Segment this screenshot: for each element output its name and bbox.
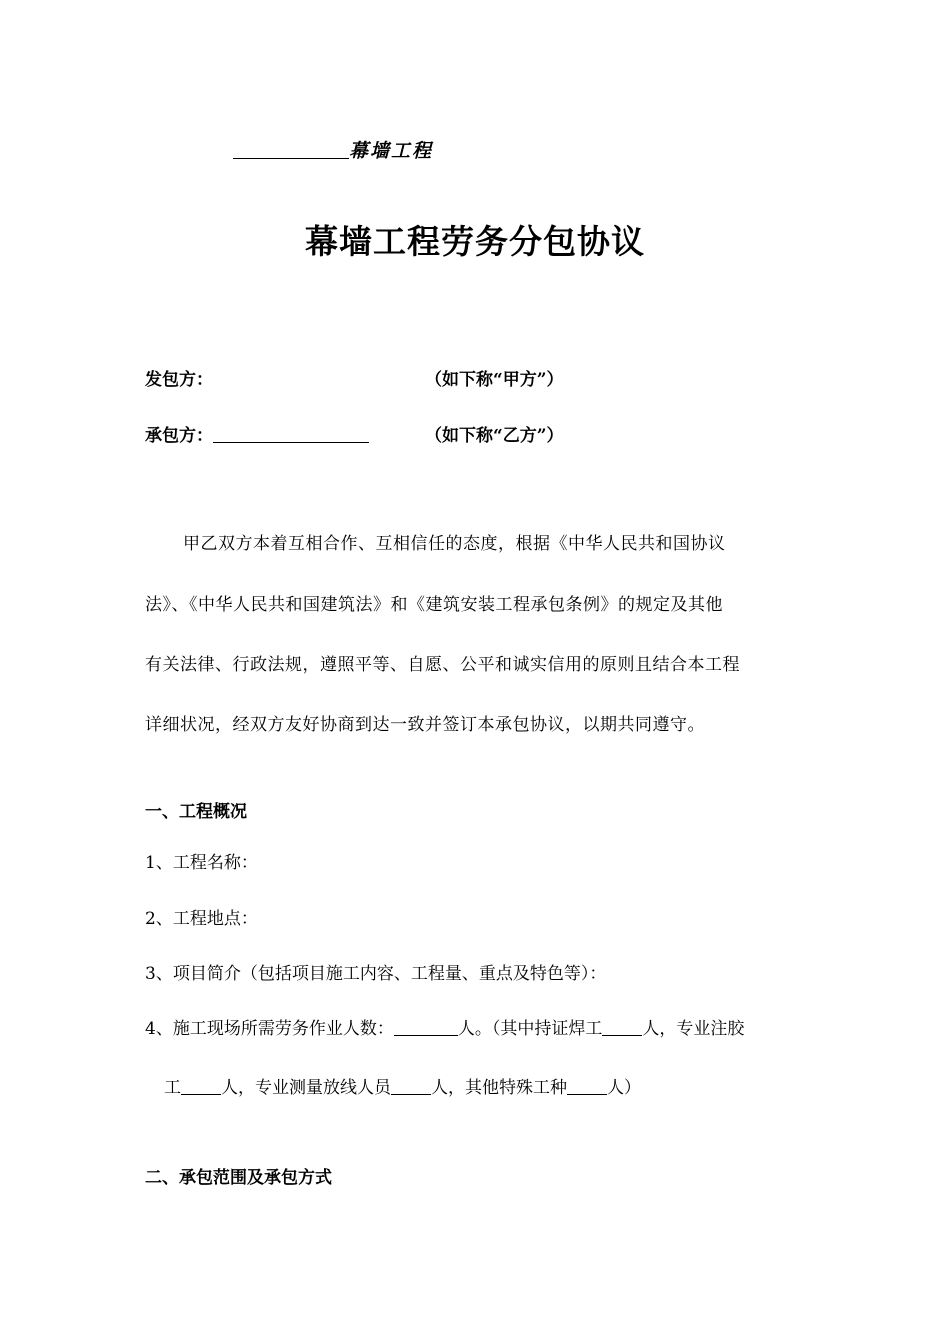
section-1-heading: 一、工程概况 — [145, 802, 247, 822]
header-project-line — [233, 136, 433, 163]
labor-total-blank — [394, 1018, 458, 1036]
item-labor-count-line-2 — [164, 1073, 641, 1098]
contractor-note: （如下称“乙方”） — [425, 426, 564, 446]
preamble-line-2: 法》、《中华人民共和国建筑法》和《建筑安装工程承包条例》的规定及其他 — [145, 595, 723, 615]
contractor-line — [145, 421, 369, 446]
item-labor-count-text-g: 人） — [607, 1078, 641, 1098]
item-project-name: 1、工程名称： — [145, 853, 258, 873]
sealant-worker-count-blank — [181, 1077, 221, 1095]
item-project-location: 2、工程地点： — [145, 909, 258, 929]
preamble-line-1: 甲乙双方本着互相合作、互相信任的态度，根据《中华人民共和国协议 — [183, 534, 726, 554]
preamble-line-4: 详细状况，经双方友好协商到达一致并签订本承包协议，以期共同遵守。 — [145, 715, 705, 735]
item-labor-count-text-d: 工 — [164, 1078, 181, 1098]
project-name-blank — [233, 139, 349, 159]
contractor-label: 承包方： — [145, 426, 213, 446]
section-2-heading: 二、承包范围及承包方式 — [145, 1168, 332, 1188]
item-labor-count-text-b: 人。（其中持证焊工 — [457, 1019, 603, 1039]
item-labor-count-line-1 — [145, 1014, 744, 1039]
contractor-name-blank — [213, 425, 369, 443]
employer-label: 发包方： — [145, 370, 213, 390]
item-labor-count-text-c: 人，专业注胶 — [642, 1019, 745, 1039]
welder-count-blank — [602, 1018, 642, 1036]
document-title: 幕墙工程劳务分包协议 — [305, 222, 645, 261]
item-project-summary: 3、项目简介（包括项目施工内容、工程量、重点及特色等）： — [145, 964, 607, 984]
item-labor-count-text-f: 人，其他特殊工种 — [431, 1078, 567, 1098]
employer-note: （如下称“甲方”） — [425, 370, 564, 390]
special-worker-count-blank — [567, 1077, 607, 1095]
surveyor-count-blank — [391, 1077, 431, 1095]
preamble-line-3: 有关法律、行政法规，遵照平等、自愿、公平和诚实信用的原则且结合本工程 — [145, 655, 740, 675]
item-labor-count-text-e: 人，专业测量放线人员 — [221, 1078, 391, 1098]
item-labor-count-label: 4、施工现场所需劳务作业人数： — [145, 1019, 394, 1039]
header-project-suffix: 幕墙工程 — [349, 140, 434, 162]
